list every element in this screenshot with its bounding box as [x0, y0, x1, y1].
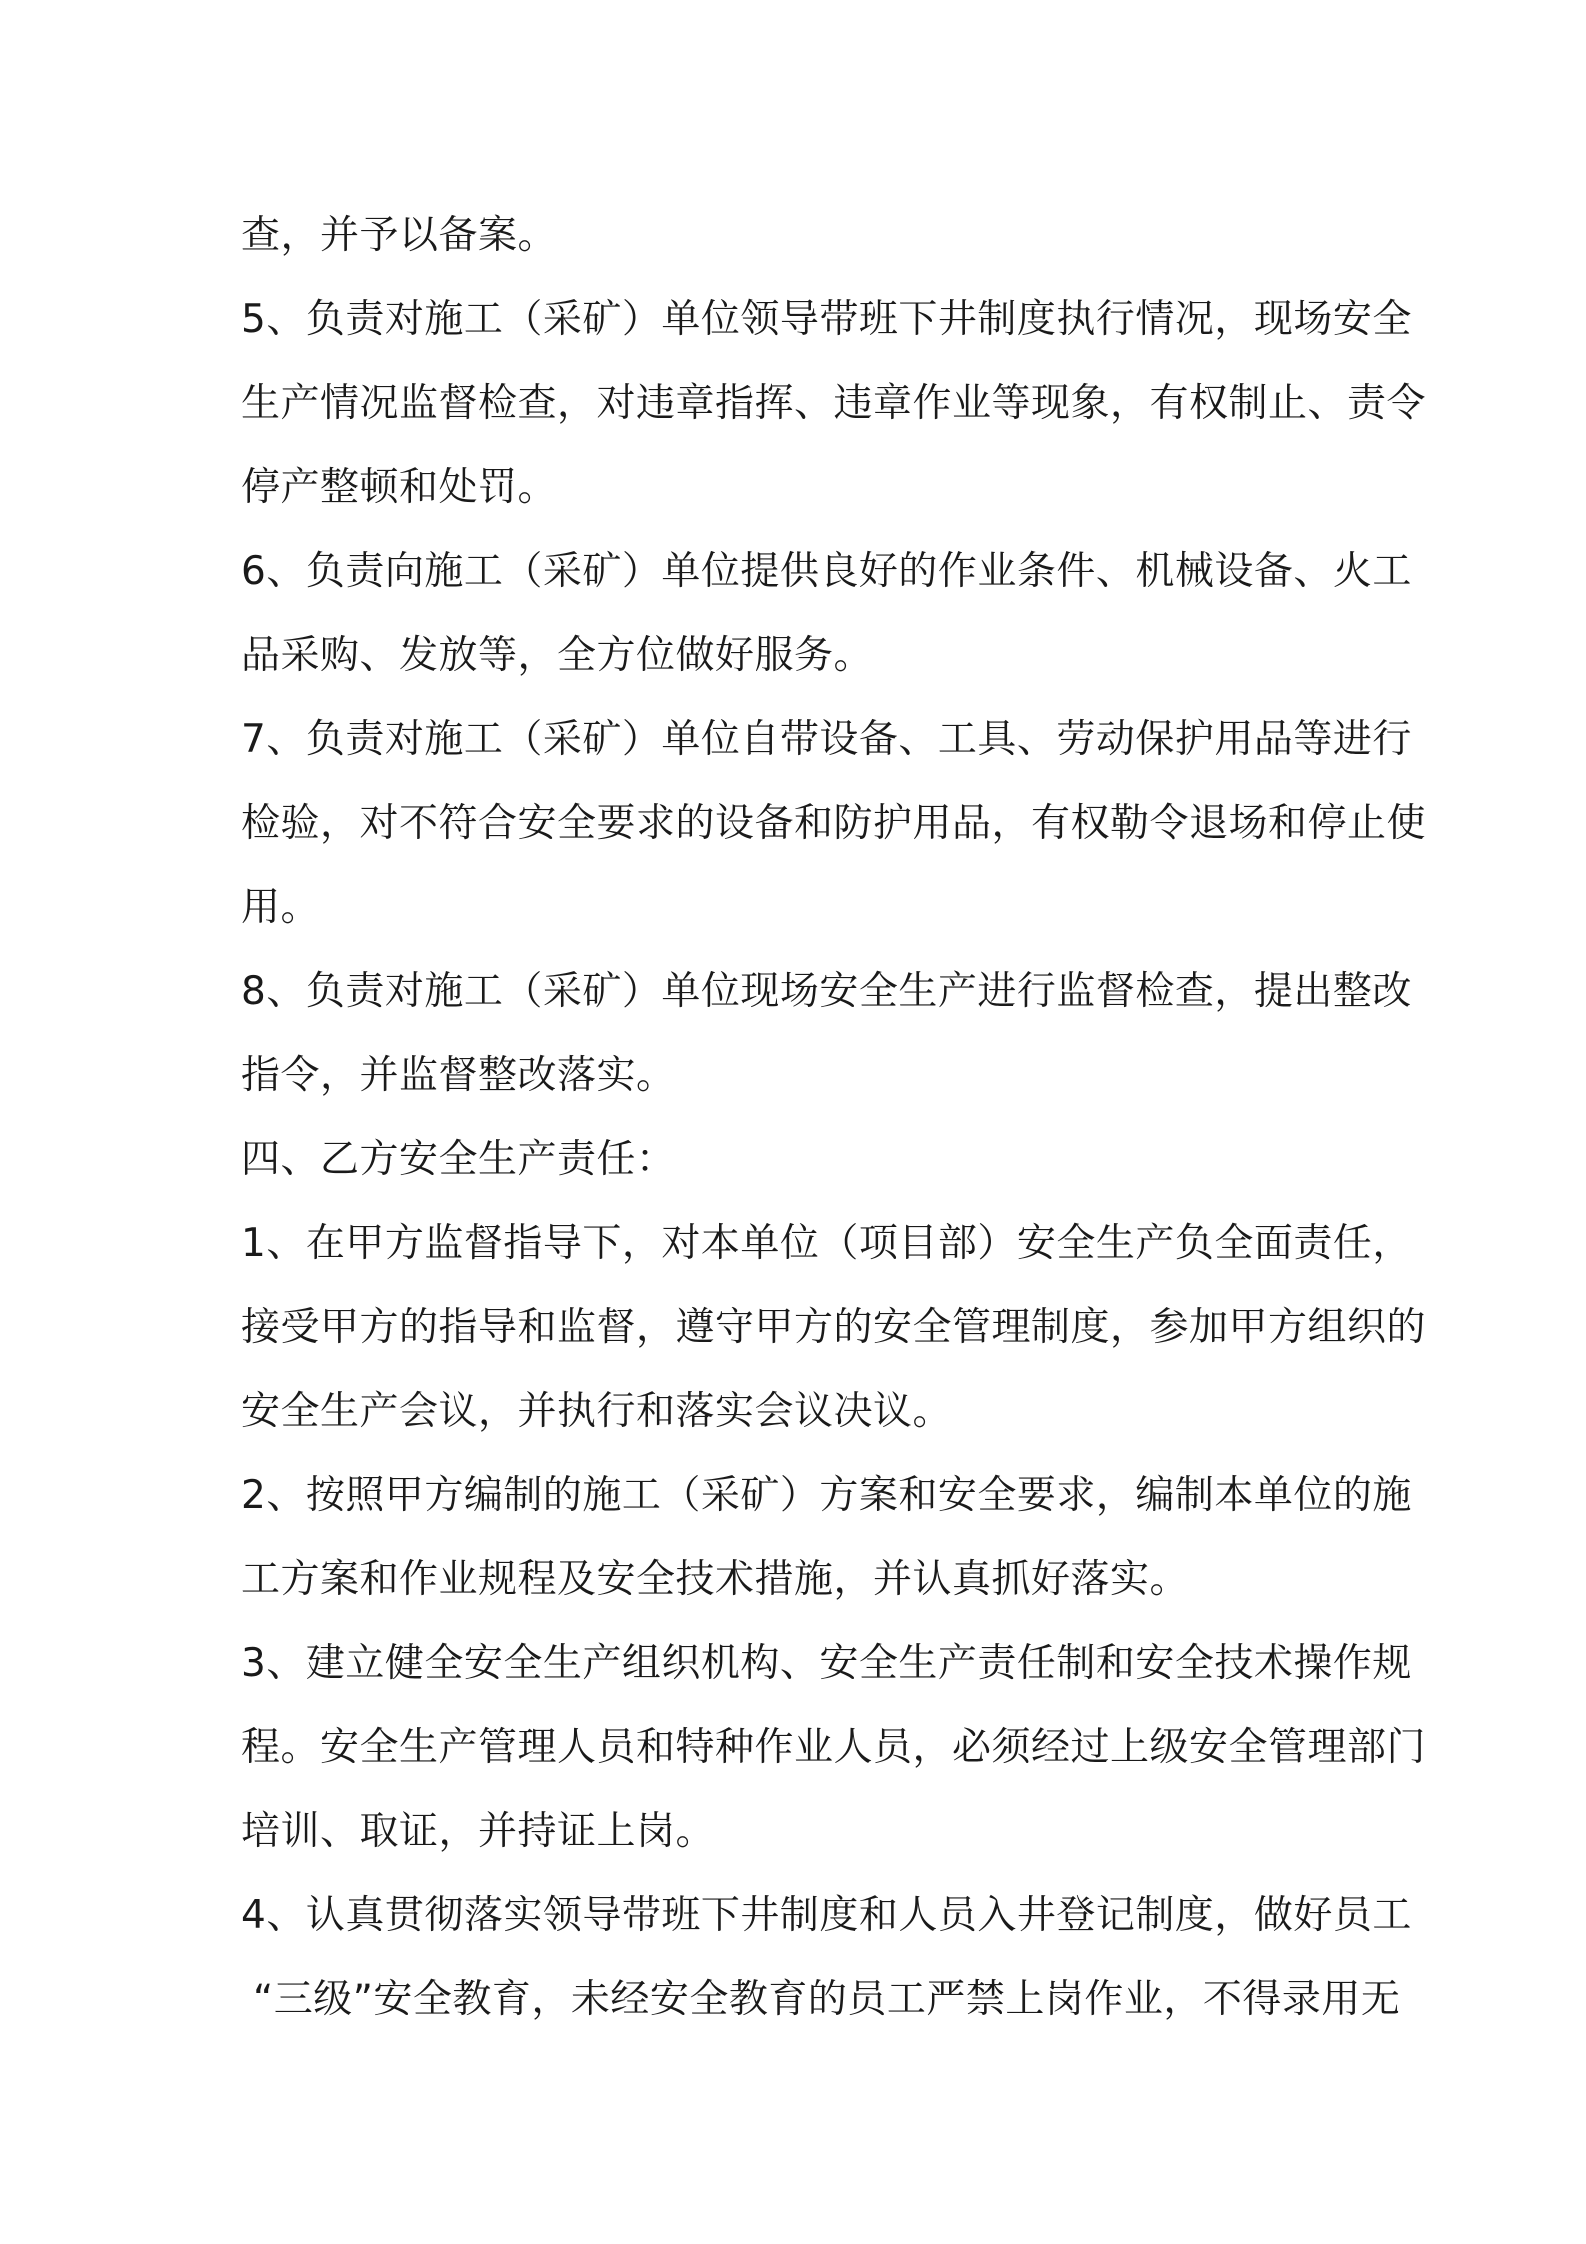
- text-line: 2、按照甲方编制的施工（采矿）方案和安全要求，编制本单位的施: [241, 1473, 1412, 1518]
- paragraph-p-item-7: [241, 698, 1427, 950]
- text-line: 四、乙方安全生产责任：: [241, 1137, 676, 1182]
- text-line: 程。安全生产管理人员和特种作业人员，必须经过上级安全管理部门: [241, 1725, 1427, 1770]
- text-line: 8、负责对施工（采矿）单位现场安全生产进行监督检查，提出整改: [241, 969, 1412, 1014]
- text-line: 停产整顿和处罚。: [241, 465, 558, 510]
- text-line: 培训、取证，并持证上岗。: [241, 1809, 716, 1854]
- paragraph-p-item-5: [241, 278, 1427, 530]
- text-line: 用。: [241, 885, 321, 930]
- text-line: 品采购、发放等，全方位做好服务。: [241, 633, 874, 678]
- text-line: 4、认真贯彻落实领导带班下井制度和人员入井登记制度，做好员工: [241, 1893, 1412, 1938]
- text-line: 查，并予以备案。: [241, 213, 558, 258]
- text-line: 安全生产会议，并执行和落实会议决议。: [241, 1389, 953, 1434]
- paragraph-p-b-item-1: [241, 1202, 1427, 1454]
- text-line: 检验，对不符合安全要求的设备和防护用品，有权勒令退场和停止使: [241, 801, 1427, 846]
- paragraph-p-b-item-3: [241, 1622, 1427, 1874]
- text-line: 5、负责对施工（采矿）单位领导带班下井制度执行情况，现场安全: [241, 297, 1412, 342]
- text-line: 7、负责对施工（采矿）单位自带设备、工具、劳动保护用品等进行: [241, 717, 1412, 762]
- text-line: 指令，并监督整改落实。: [241, 1053, 676, 1098]
- paragraph-p-prev-tail: [241, 194, 1361, 278]
- paragraph-p-item-8: [241, 950, 1412, 1118]
- paragraph-p-b-item-4: [241, 1874, 1412, 2042]
- document-body: [241, 194, 1427, 2042]
- paragraph-p-item-6: [241, 530, 1412, 698]
- text-line: 接受甲方的指导和监督，遵守甲方的安全管理制度，参加甲方组织的: [241, 1305, 1427, 1350]
- text-line: 工方案和作业规程及安全技术措施，并认真抓好落实。: [241, 1557, 1190, 1602]
- text-line: 生产情况监督检查，对违章指挥、违章作业等现象，有权制止、责令: [241, 381, 1427, 426]
- text-line: 1、在甲方监督指导下，对本单位（项目部）安全生产负全面责任，: [241, 1221, 1412, 1266]
- text-line: 3、建立健全安全生产组织机构、安全生产责任制和安全技术操作规: [241, 1641, 1412, 1686]
- paragraph-p-b-item-2: [241, 1454, 1412, 1622]
- text-line: “三级”安全教育，未经安全教育的员工严禁上岗作业，不得录用无: [253, 1977, 1401, 2022]
- text-line: 6、负责向施工（采矿）单位提供良好的作业条件、机械设备、火工: [241, 549, 1412, 594]
- paragraph-p-section-4: [241, 1118, 1361, 1202]
